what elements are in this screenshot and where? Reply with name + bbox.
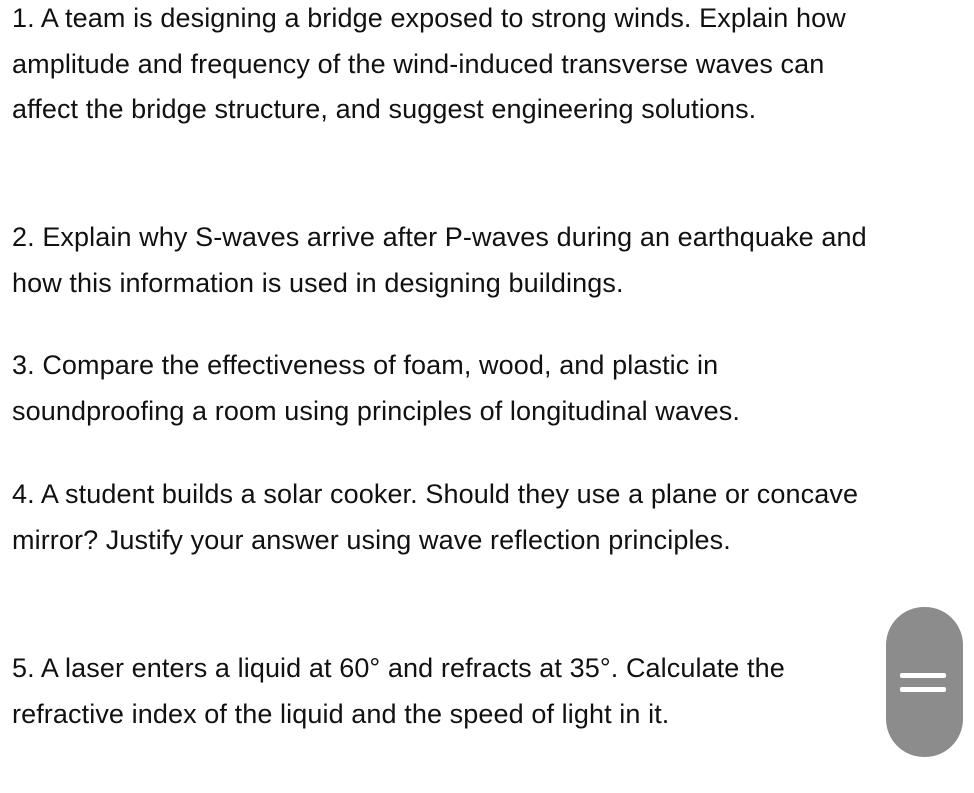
question-3: 3. Compare the effectiveness of foam, wood, and plastic in soundproofing a room using principles of longitudinal waves. bbox=[12, 350, 740, 426]
question-5: 5. A laser enters a liquid at 60° and refracts at 35°. Calculate the refractive index of the liquid and the speed of light in it. bbox=[12, 653, 785, 729]
question-4: 4. A student builds a solar cooker. Should they use a plane or concave mirror? Justify your answer using wave reflection principles. bbox=[12, 479, 859, 555]
question-2: 2. Explain why S-waves arrive after P-waves during an earthquake and how this information is used in designing buildings. bbox=[12, 222, 867, 298]
drag-handle-icon bbox=[900, 667, 946, 697]
scroll-drag-handle[interactable] bbox=[886, 607, 963, 757]
question-1: 1. A team is designing a bridge exposed to strong winds. Explain how amplitude and frequency of the wind-induced transverse waves can affect the bridge structure, and suggest engineering solutions. bbox=[12, 3, 846, 124]
